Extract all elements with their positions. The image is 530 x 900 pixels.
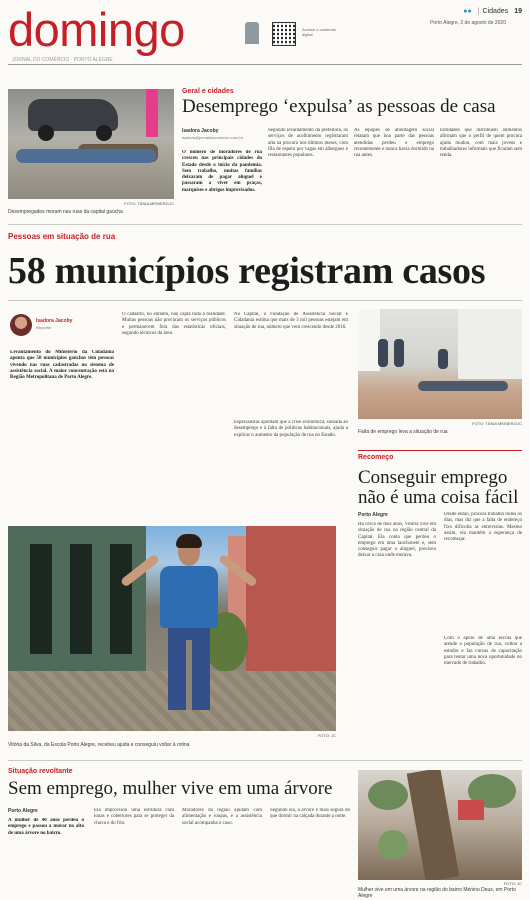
masthead-rule [8, 64, 522, 65]
section-name: Cidades [482, 8, 509, 15]
social-icons: ●● [463, 8, 472, 15]
tree-photo [358, 770, 522, 880]
bottom-story-column-2: Ela improvisou uma estrutura com lonas e cobertores para se proteger da chuva e do frio. [94, 808, 174, 826]
bottom-divider [8, 760, 522, 761]
main-story-headline: 58 municípios registram casos [8, 250, 486, 292]
bottom-story-column-4: Segundo ela, a árvore é mais segura do que dormir na calçada durante a noite. [270, 808, 350, 820]
issue-date: Porto Alegre, 2 de agosto de 2020 [430, 20, 506, 26]
street-photo-caption: Desempregados moram nas ruas da capital gaúcha [8, 209, 123, 215]
main-story-column-4: Especialistas apontam que a crise econômica, somada ao desemprego e à falta de políticas habitacionais, ajuda a explicar o aumento da população de rua no Estado. [234, 420, 348, 438]
sidewalk-photo-caption: Falta de emprego leva a situação de rua [358, 429, 448, 435]
side-story-kicker: Recomeço [358, 454, 394, 461]
section-divider [8, 224, 522, 225]
page-number: 19 [514, 8, 522, 15]
masthead-title: domingo [8, 3, 185, 56]
side-story-column-1: Há cerca de dois anos, Vitória vive em situação de rua na região central da Capital. Ela conta que perdeu o emprego em uma lanchonete e, sem conseguir pagar o aluguel, precisou deixar a casa onde morava. [358, 522, 436, 559]
page-header-info: ●● | Cidades 19 [463, 8, 522, 15]
woman-photo-caption: Vitória da Silva, da Escola Porto Alegre, recebeu ajuda e conseguiu voltar à rotina [8, 742, 190, 748]
tree-photo-credit: FOTO: JC [503, 881, 522, 886]
side-story-rule [358, 450, 522, 451]
main-story-column-2: O cadastro, no entanto, não capta toda a realidade. Muitas pessoas não procuram os serviços públicos e permanecem fora das estatísticas oficiais, segundo técnicos da área. [122, 312, 226, 336]
side-story-headline: Conseguir emprego não é uma coisa fácil [358, 467, 519, 508]
side-story-byline: Porto Alegre [358, 512, 388, 518]
main-story-column-1: Levantamento do Ministério da Cidadania aponta que 58 municípios gaúchos têm pessoas vivendo nas ruas cadastradas no sistema de assistência social. A maior concentração está na Região Metropolitana de Porto Alegre. [10, 350, 114, 381]
top-story-column-2: Segundo levantamento da prefeitura, os serviços de acolhimento registraram alta na procura nos últimos meses, com fila de espera por vagas em albergues e restaurantes populares. [268, 128, 348, 159]
qr-code-icon[interactable] [273, 23, 295, 45]
sidewalk-photo [358, 309, 522, 419]
side-story-column-3: Com o apoio de uma escola que atende a população de rua, voltou a estudar e faz cursos de capacitação para tentar uma nova oportunidade no mercado de trabalho. [444, 636, 522, 667]
emblem-icon [245, 22, 259, 44]
street-photo [8, 89, 174, 199]
top-story-headline: Desemprego ‘expulsa’ as pessoas de casa [182, 96, 496, 117]
top-story-byline-role: isadora@jornaldocomercio.com.br [182, 135, 243, 140]
bottom-story-kicker: Situação revoltante [8, 768, 73, 775]
top-story-kicker: Geral e cidades [182, 88, 234, 95]
headline-rule [8, 300, 522, 301]
top-story-byline: Isadora Jacoby [182, 128, 219, 134]
bottom-story-headline: Sem emprego, mulher vive em uma árvore [8, 778, 333, 799]
masthead-subtitle: JORNAL DO COMÉRCIO · PORTO ALEGRE [12, 57, 113, 63]
main-story-kicker: Pessoas em situação de rua [8, 232, 116, 241]
author-avatar [10, 314, 32, 336]
author-role: Repórter [36, 325, 52, 330]
woman-photo-credit: FOTO: JC [317, 733, 336, 738]
side-story-column-2: Desde então, procura trabalho todos os dias, mas diz que a falta de endereço fixo dificulta as entrevistas. Mesmo assim, ela mantém a esperança de recomeçar. [444, 512, 522, 543]
woman-photo [8, 526, 336, 731]
top-story-column-3: As equipes de abordagem social relatam que boa parte das pessoas atendidas perdeu o emprego recentemente e nunca havia dormido na rua antes. [354, 128, 434, 159]
street-photo-credit: FOTO: TÂNIA MEINERZ/JC [124, 201, 174, 206]
bottom-story-column-3: Moradores da região ajudam com alimentação e roupas, e a assistência social acompanha o caso. [182, 808, 262, 826]
bottom-story-column-1: A mulher de 40 anos perdeu o emprego e passou a morar no alto de uma árvore no bairro. [8, 818, 84, 836]
bottom-story-byline: Porto Alegre [8, 808, 38, 814]
qr-caption: Acesse o conteúdo digital [302, 27, 337, 37]
main-story-column-3: Na Capital, a Fundação de Assistência Social e Cidadania estima que mais de 3 mil pessoas estejam em situação de rua, número que vem crescendo desde 2016. [234, 312, 348, 330]
author-name: Isadora Jacoby [36, 318, 73, 324]
sidewalk-photo-credit: FOTO: TÂNIA MEINERZ/JC [472, 421, 522, 426]
top-story-column-1: O número de moradores de rua cresceu nas principais cidades do Estado desde o início da pandemia. Sem trabalho, muitas famílias deixaram de pagar aluguel e passaram a viver em praças, marquises e abrigos improvisados. [182, 150, 262, 193]
top-story-column-4: Entidades que distribuem alimentos afirmam que o perfil de quem procura ajuda mudou, com mais jovens e trabalhadores informais que ficaram sem renda. [440, 128, 522, 159]
tree-photo-caption: Mulher vive em uma árvore na região do bairro Menino Deus, em Porto Alegre [358, 887, 516, 899]
